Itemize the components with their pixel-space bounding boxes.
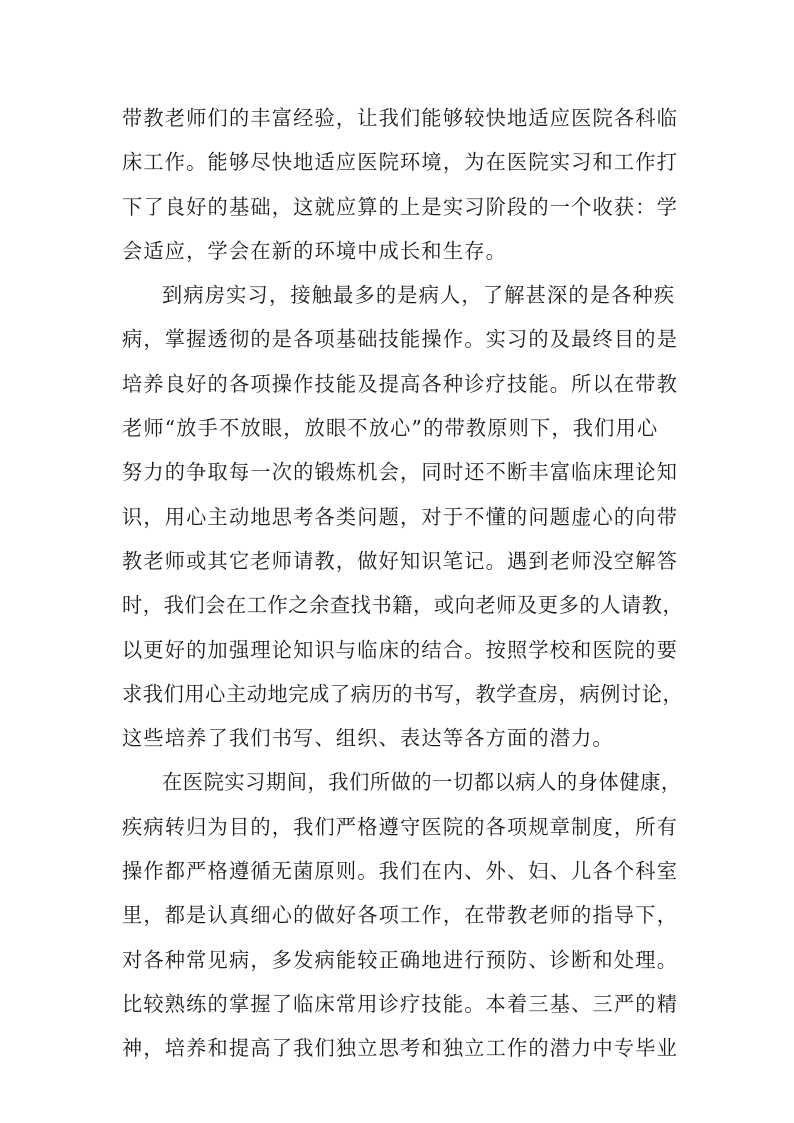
text-line: 床工作。能够尽快地适应医院环境，为在医院实习和工作打 [122, 150, 679, 175]
text-line: 在医院实习期间，我们所做的一切都以病人的身体健康， [162, 770, 682, 795]
text-line: 教老师或其它老师请教，做好知识笔记。遇到老师没空解答 [122, 548, 679, 573]
body-text [122, 96, 682, 1071]
text-line: 老师“放手不放眼，放眼不放心”的带教原则下，我们用心 [122, 416, 659, 441]
text-line: 这些培养了我们书写、组织、表达等各方面的潜力。 [122, 726, 614, 751]
text-line: 培养良好的各项操作技能及提高各种诊疗技能。所以在带教 [122, 371, 679, 396]
text-line: 操作都严格遵循无菌原则。我们在内、外、妇、儿各个科室 [122, 859, 679, 884]
text-line: 比较熟练的掌握了临床常用诊疗技能。本着三基、三严的精 [122, 991, 679, 1016]
text-line: 下了良好的基础，这就应算的上是实习阶段的一个收获：学 [122, 194, 679, 219]
text-line: 对各种常见病，多发病能较正确地进行预防、诊断和处理。 [122, 947, 679, 972]
text-line: 病，掌握透彻的是各项基础技能操作。实习的及最终目的是 [122, 327, 679, 352]
text-line: 会适应，学会在新的环境中成长和生存。 [122, 238, 507, 263]
text-line: 时，我们会在工作之余查找书籍，或向老师及更多的人请教， [122, 593, 684, 618]
text-line: 神，培养和提高了我们独立思考和独立工作的潜力中专毕业 [122, 1036, 679, 1061]
text-line: 识，用心主动地思考各类问题，对于不懂的问题虚心的向带 [122, 504, 679, 529]
text-line: 求我们用心主动地完成了病历的书写，教学查房，病例讨论， [122, 681, 684, 706]
text-line: 里，都是认真细心的做好各项工作，在带教老师的指导下， [122, 903, 679, 928]
text-line: 到病房实习，接触最多的是病人，了解甚深的是各种疾 [162, 283, 676, 308]
text-line: 以更好的加强理论知识与临床的结合。按照学校和医院的要 [122, 637, 679, 662]
text-line: 努力的争取每一次的锻炼机会，同时还不断丰富临床理论知 [122, 460, 679, 485]
text-line: 疾病转归为目的，我们严格遵守医院的各项规章制度，所有 [122, 814, 679, 839]
text-line: 带教老师们的丰富经验，让我们能够较快地适应医院各科临 [122, 106, 679, 130]
